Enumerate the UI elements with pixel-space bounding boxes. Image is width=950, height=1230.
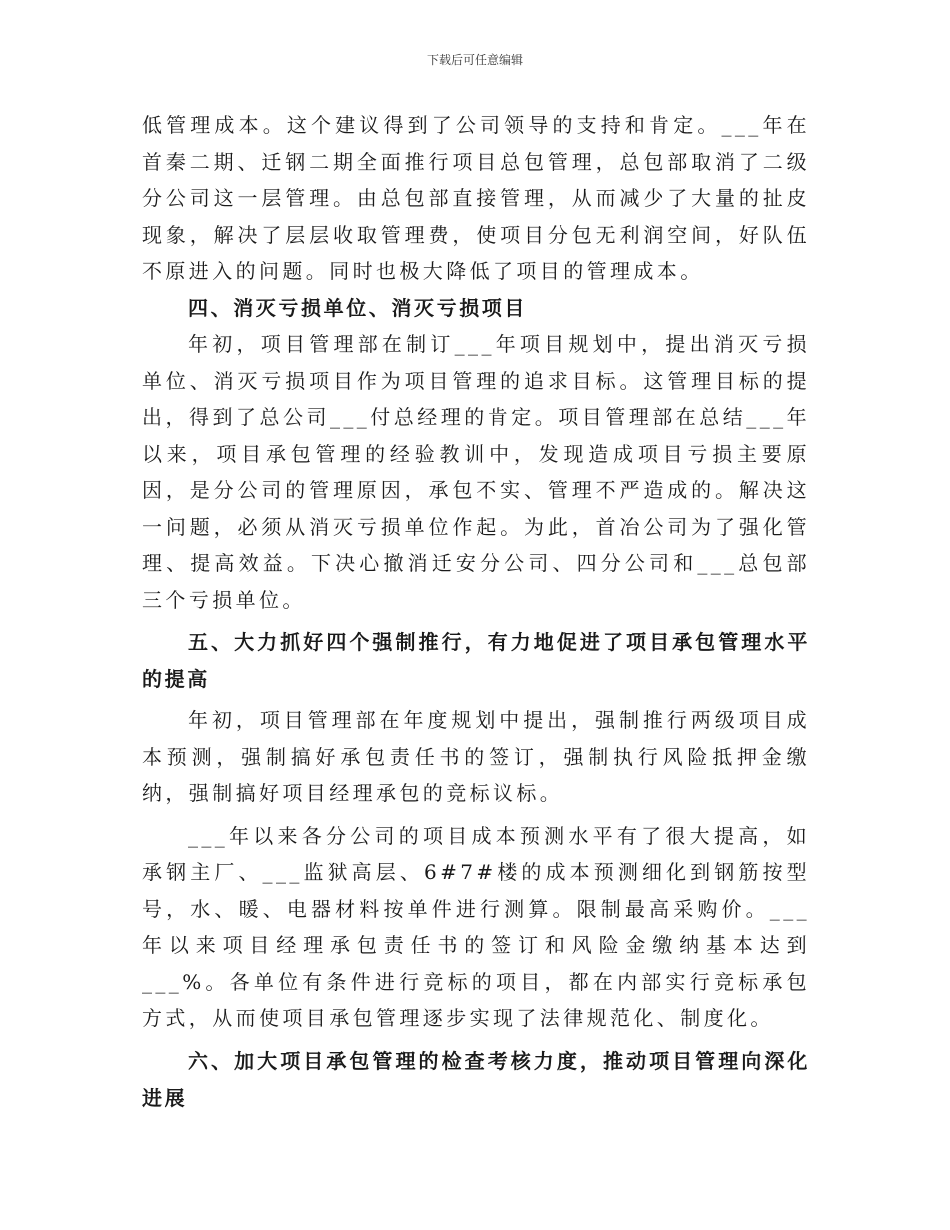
section-heading-5: 五、大力抓好四个强制推行，有力地促进了项目承包管理水平的提高 (142, 630, 810, 691)
paragraph-section-5-b: ___年以来各分公司的项目成本预测水平有了很大提高，如承钢主厂、___监狱高层、6#7#楼的成本预测细化到钢筋按型号，水、暖、电器材料按单件进行测算。限制最高采购价。___年以来项目经理承包责任书的签订和风险金缴纳基本达到___%。各单位有条件进行竞标的项目，都在内部实行竞标承包方式，从而使项目承包管理逐步实现了法律规范化、制度化。 (142, 823, 810, 1030)
paragraph-section-4: 年初，项目管理部在制订___年项目规划中，提出消灭亏损单位、消灭亏损项目作为项目管理的追求目标。这管理目标的提出，得到了总公司___付总经理的肯定。项目管理部在总结___年以来，项目承包管理的经验教训中，发现造成项目亏损主要原因，是分公司的管理原因，承包不实、管理不严造成的。解决这一问题，必须从消灭亏损单位作起。为此，首冶公司为了强化管理、提高效益。下决心撤消迁安分公司、四分公司和___总包部三个亏损单位。 (142, 332, 810, 612)
paragraph-section-5-a: 年初，项目管理部在年度规划中提出，强制推行两级项目成本预测，强制搞好承包责任书的签订，强制执行风险抵押金缴纳，强制搞好项目经理承包的竞标议标。 (142, 708, 810, 805)
section-heading-4: 四、消灭亏损单位、消灭亏损项目 (188, 295, 527, 320)
page-header: 下载后可任意编辑 (426, 53, 523, 67)
section-heading-6: 六、加大项目承包管理的检查考核力度，推动项目管理向深化进展 (142, 1048, 810, 1110)
paragraph-continued: 低管理成本。这个建议得到了公司领导的支持和肯定。___年在首秦二期、迁钢二期全面推行项目总包管理，总包部取消了二级分公司这一层管理。由总包部直接管理，从而减少了大量的扯皮现象，解决了层层收取管理费，使项目分包无利润空间，好队伍不原进入的问题。同时也极大降低了项目的管理成本。 (142, 113, 810, 283)
document-body (142, 107, 810, 1121)
